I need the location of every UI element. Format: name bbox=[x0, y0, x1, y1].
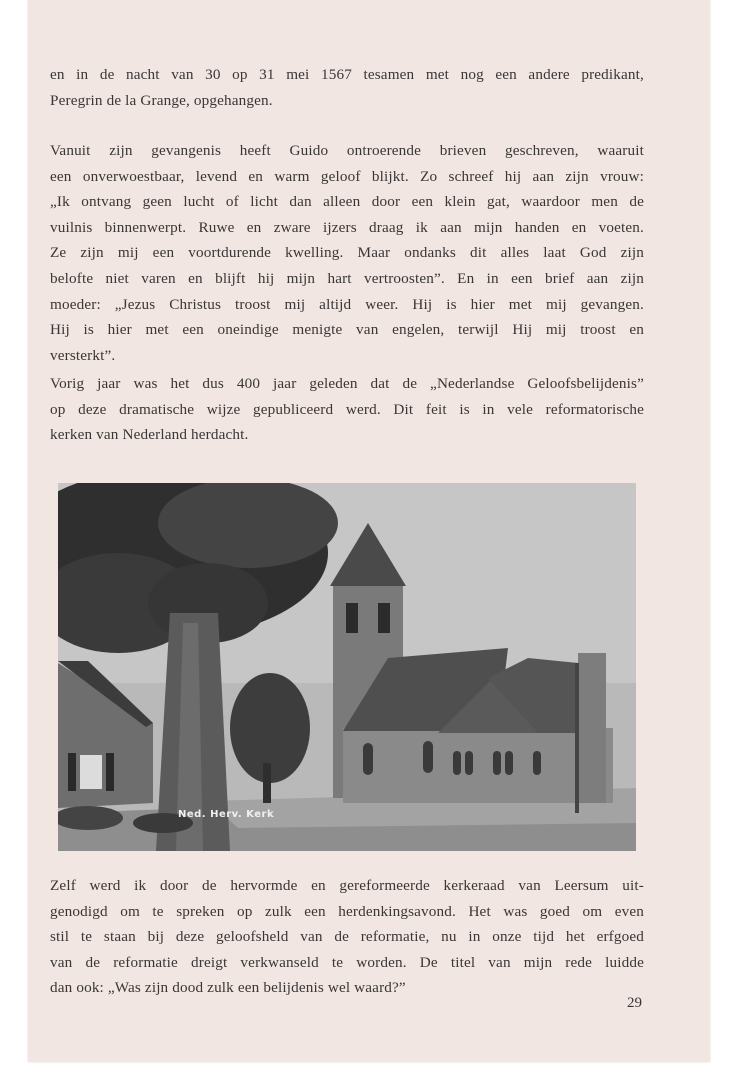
text-line: Zelf werd ik door de hervormde en gereformeerde kerkeraad van Leersum uit- bbox=[50, 877, 644, 894]
text-line: „Ik ontvang geen lucht of licht dan alleen door een klein gat, waardoor men de bbox=[50, 193, 644, 211]
paragraph-3 bbox=[50, 371, 644, 448]
paragraph-2 bbox=[50, 138, 644, 368]
text-line: moeder: „Jezus Christus troost mij altijd weer. Hij is hier met mij gevangen. bbox=[50, 295, 644, 313]
page-number: 29 bbox=[627, 995, 642, 1011]
text-line: een onverwoestbaar, levend en warm geloof blijkt. Zo schreef hij aan zijn vrouw: bbox=[50, 167, 644, 185]
text-line: belofte niet varen en blijft hij mijn hart vertroosten”. En in een brief aan zijn bbox=[50, 269, 644, 287]
text-line: versterkt”. bbox=[50, 346, 116, 364]
text-line: Vanuit zijn gevangenis heeft Guido ontroerende brieven geschreven, waaruit bbox=[50, 142, 644, 159]
text-line: genodigd om te spreken op zulk een herdenkingsavond. Het was goed om even bbox=[50, 902, 644, 920]
text-line: Hij is hier met een oneindige menigte van engelen, terwijl Hij mij troost en bbox=[50, 321, 644, 339]
text-line: Vorig jaar was het dus 400 jaar geleden dat de „Nederlandse Geloofsbelijdenis” bbox=[50, 375, 644, 392]
text-line: stil te staan bij deze geloofsheld van de reformatie, nu in onze tijd het erfgoed bbox=[50, 928, 644, 946]
text-line: vuilnis binnenwerpt. Ruwe en zware ijzers draag ik aan mijn handen en voeten. bbox=[50, 218, 644, 236]
paragraph-4 bbox=[50, 873, 644, 1001]
text-line: dan ook: „Was zijn dood zulk een belijdenis wel waard?” bbox=[50, 979, 406, 997]
text-line: op deze dramatische wijze gepubliceerd werd. Dit feit is in vele reformatorische bbox=[50, 400, 644, 418]
text-line: en in de nacht van 30 op 31 mei 1567 tesamen met nog een andere predikant, bbox=[50, 66, 644, 83]
church-photo bbox=[58, 483, 636, 851]
paragraph-1 bbox=[50, 62, 644, 113]
text-line: van de reformatie dreigt verkwanseld te worden. De titel van mijn rede luidde bbox=[50, 953, 644, 971]
text-line: Ze zijn mij een voortdurende kwelling. Maar ondanks dit alles laat God zijn bbox=[50, 244, 644, 262]
book-page bbox=[28, 0, 710, 1062]
text-line: Peregrin de la Grange, opgehangen. bbox=[50, 91, 273, 109]
photo-sign-text: Ned. Herv. Kerk bbox=[178, 809, 275, 820]
text-line: kerken van Nederland herdacht. bbox=[50, 426, 249, 444]
church-photo-illustration bbox=[58, 483, 636, 851]
